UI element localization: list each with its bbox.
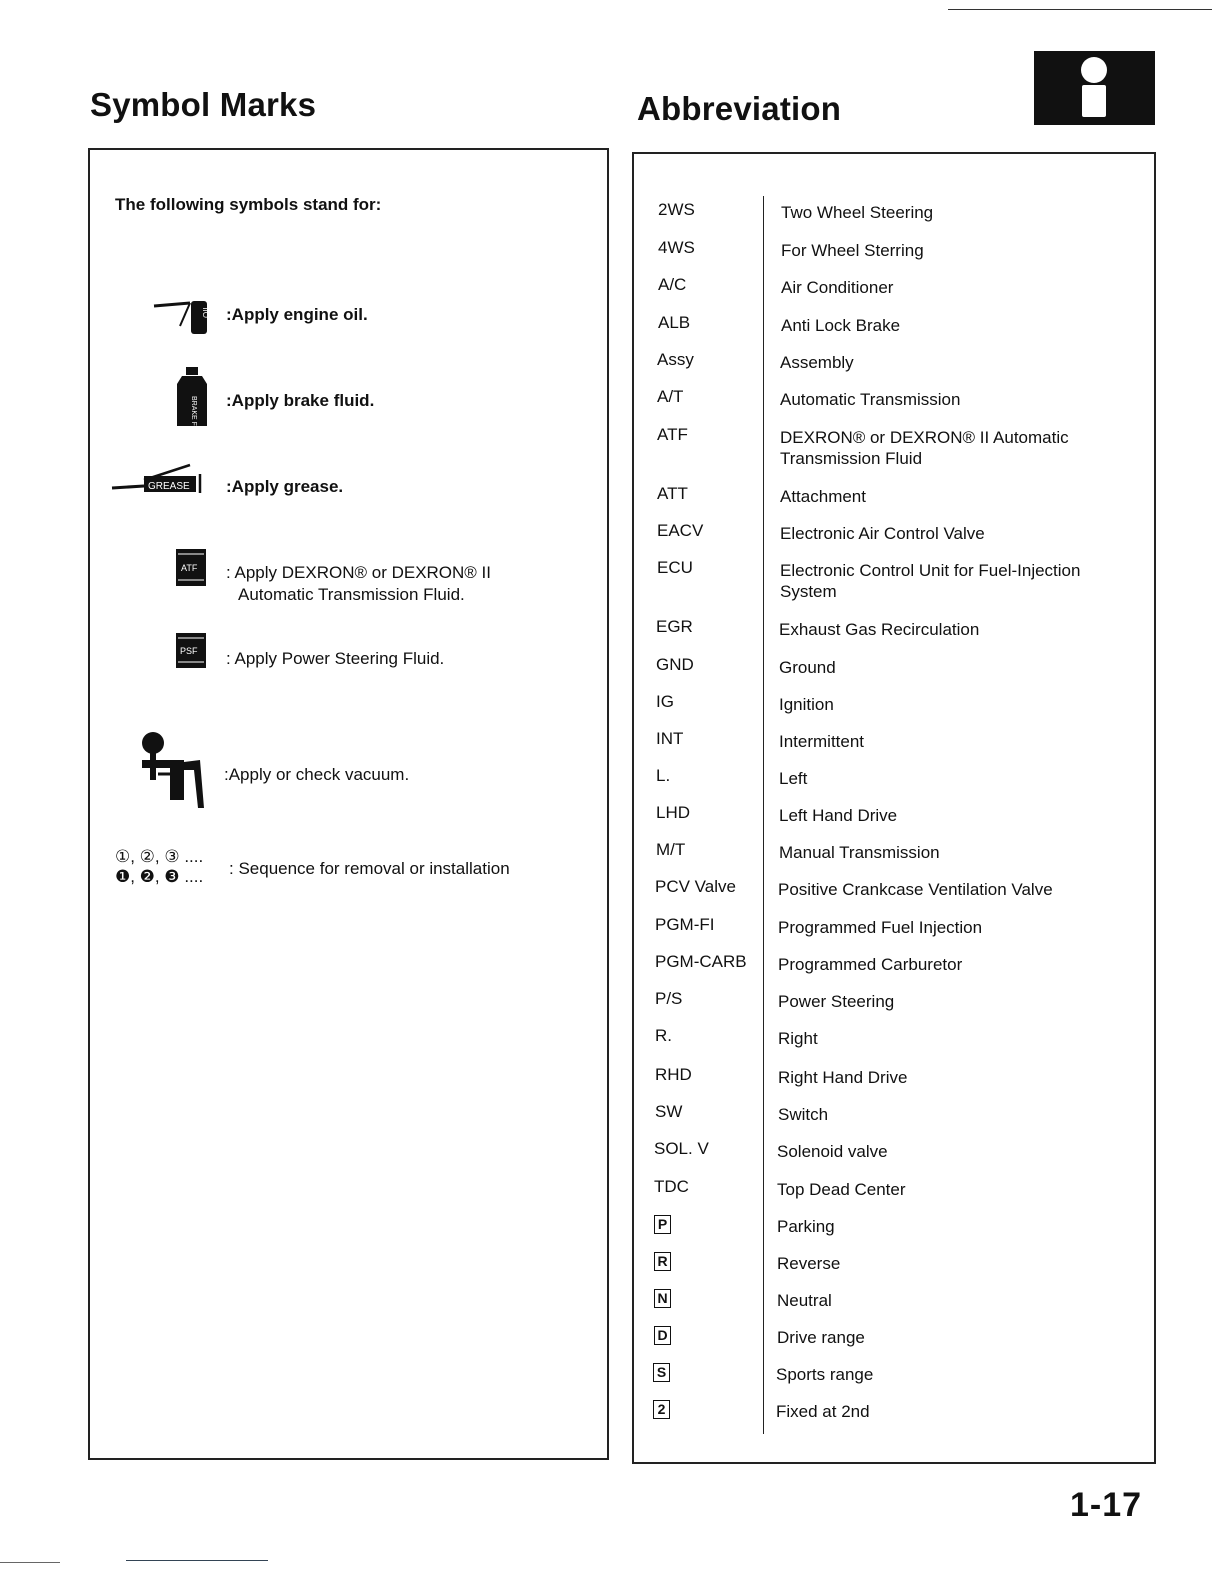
abbreviation-definition-text: Programmed Fuel Injection <box>778 918 983 937</box>
abbreviation-code-text: SW <box>655 1102 683 1121</box>
abbreviation-definition-text-line2: System <box>780 582 837 601</box>
abbreviation-definition <box>779 768 807 789</box>
bottom-rule <box>126 1560 268 1561</box>
abbreviation-definition-text: Top Dead Center <box>777 1180 906 1199</box>
abbreviation-definition <box>778 1104 828 1125</box>
boxed-shift-position-symbol: S <box>653 1363 670 1382</box>
abbreviation-definition <box>781 202 933 223</box>
abbreviation-definition <box>779 731 864 752</box>
abbreviation-definition <box>780 389 960 410</box>
symbol-vacuum-text: :Apply or check vacuum. <box>224 765 410 784</box>
symbol-grease-text: :Apply grease. <box>226 477 344 496</box>
abbreviation-code <box>655 1065 692 1085</box>
svg-text:OIL: OIL <box>202 305 211 318</box>
abbreviation-definition-text: Left Hand Drive <box>779 806 898 825</box>
abbreviation-code <box>656 617 693 637</box>
abbreviation-definition <box>776 1401 870 1422</box>
abbreviation-code <box>655 877 736 897</box>
page-number: 1-17 <box>1070 1486 1143 1524</box>
abbreviation-definition-text: Automatic Transmission <box>780 390 961 409</box>
abbreviation-code <box>654 1214 671 1234</box>
abbreviation-definition-text: Manual Transmission <box>779 843 940 862</box>
abbreviation-code <box>655 989 682 1009</box>
abbreviation-code <box>657 350 694 370</box>
brake-fluid-bottle-icon <box>174 366 210 442</box>
top-rule <box>948 9 1212 10</box>
abbreviation-definition-text: Intermittent <box>779 732 865 751</box>
abbreviation-definition <box>777 1290 832 1311</box>
abbreviation-code <box>656 729 683 749</box>
abbreviation-definition <box>781 315 900 336</box>
abbreviation-definition <box>780 523 985 544</box>
abbreviation-code <box>655 915 715 935</box>
abbreviation-code-text: R. <box>655 1026 672 1045</box>
abbreviation-definition-text: Exhaust Gas Recirculation <box>779 620 980 639</box>
abbreviation-code <box>658 313 690 333</box>
abbreviation-code-text: PCV Valve <box>655 877 736 896</box>
abbreviation-code <box>654 1251 671 1271</box>
svg-text:ATF: ATF <box>181 563 198 573</box>
svg-text:PSF: PSF <box>180 646 198 656</box>
abbreviation-code-text: IG <box>656 692 674 711</box>
boxed-shift-position-symbol: D <box>654 1326 671 1345</box>
abbreviation-code-text: ATF <box>657 425 688 444</box>
abbreviation-code-text: TDC <box>654 1177 689 1196</box>
abbreviation-divider <box>763 196 764 1434</box>
abbreviation-definition-text: Right <box>778 1029 818 1048</box>
abbreviation-definition <box>778 991 894 1012</box>
abbreviation-definition <box>780 427 1069 469</box>
abbreviation-definition-text: Anti Lock Brake <box>781 316 901 335</box>
abbreviation-code <box>658 238 695 258</box>
abbreviation-code <box>655 952 747 972</box>
abbreviation-definition <box>779 805 897 826</box>
abbreviation-code <box>658 200 695 220</box>
abbreviation-definition <box>777 1179 906 1200</box>
abbreviation-code-text: LHD <box>656 803 691 822</box>
svg-text:BRAKE FLUID: BRAKE FLUID <box>190 396 197 442</box>
abbreviation-definition <box>780 486 866 507</box>
abbreviation-code-text: EGR <box>656 617 693 636</box>
abbreviation-code-text: P/S <box>655 989 683 1008</box>
abbreviation-definition-text: Ignition <box>779 695 834 714</box>
abbreviation-definition <box>778 879 1053 900</box>
abbreviation-code <box>656 766 670 786</box>
symbol-marks-heading: Symbol Marks <box>90 86 317 123</box>
abbreviation-definition-text: Power Steering <box>778 992 895 1011</box>
abbreviation-definition-text: Electronic Air Control Valve <box>780 524 985 543</box>
abbreviation-definition <box>778 1028 818 1049</box>
abbreviation-code-text: PGM-FI <box>655 915 715 934</box>
abbreviation-definition-text: Parking <box>777 1217 835 1236</box>
symbol-atf-text: : Apply DEXRON® or DEXRON® II <box>226 563 492 582</box>
abbreviation-code <box>657 521 703 541</box>
abbreviation-code-text: A/C <box>658 275 687 294</box>
abbreviation-definition <box>779 842 940 863</box>
symbol-psf-text: : Apply Power Steering Fluid. <box>226 649 445 668</box>
abbreviation-code <box>654 1177 689 1197</box>
boxed-shift-position-symbol: 2 <box>653 1400 670 1419</box>
abbreviation-code-text: 2WS <box>658 200 695 219</box>
abbreviation-code-text: SOL. V <box>654 1139 709 1158</box>
abbreviation-code <box>657 484 688 504</box>
abbreviation-definition-text: Sports range <box>776 1365 874 1384</box>
abbreviation-definition-text: Fixed at 2nd <box>776 1402 870 1421</box>
abbreviation-code-text: M/T <box>656 840 686 859</box>
abbreviation-code <box>655 1026 672 1046</box>
atf-container-icon <box>175 548 207 588</box>
abbreviation-code <box>657 425 688 445</box>
abbreviation-definition <box>779 619 979 640</box>
abbreviation-code <box>657 387 683 407</box>
abbreviation-code <box>654 1288 671 1308</box>
abbreviation-definition-text: For Wheel Sterring <box>781 241 924 260</box>
abbreviation-definition <box>778 954 962 975</box>
symbol-brake-fluid-text: :Apply brake fluid. <box>226 391 375 410</box>
vacuum-pump-icon <box>140 730 210 812</box>
abbreviation-definition <box>781 240 924 261</box>
abbreviation-definition <box>780 352 854 373</box>
abbreviation-code <box>653 1362 670 1382</box>
abbreviation-definition-text: Attachment <box>780 487 866 506</box>
boxed-shift-position-symbol: P <box>654 1215 671 1234</box>
symbols-intro: The following symbols stand for: <box>115 195 382 214</box>
sequence-text: : Sequence for removal or installation <box>229 859 510 878</box>
svg-text:GREASE: GREASE <box>148 481 190 492</box>
abbreviation-code <box>658 275 686 295</box>
abbreviation-code-text: GND <box>656 655 694 674</box>
abbreviation-code <box>656 840 685 860</box>
abbreviation-definition-text: Assembly <box>780 353 854 372</box>
abbreviation-definition-text: Ground <box>779 658 836 677</box>
abbreviation-code-text: Assy <box>657 350 694 369</box>
abbreviation-definition-text: Drive range <box>777 1328 865 1347</box>
abbreviation-definition <box>778 917 982 938</box>
abbreviation-code <box>657 558 693 578</box>
abbreviation-code <box>656 655 694 675</box>
abbreviation-definition-text: Programmed Carburetor <box>778 955 963 974</box>
abbreviation-definition <box>781 277 893 298</box>
abbreviation-definition <box>777 1253 840 1274</box>
boxed-shift-position-symbol: N <box>654 1289 671 1308</box>
abbreviation-definition <box>779 657 836 678</box>
sequence-open-numbers: ①, ②, ③ .... <box>115 847 204 866</box>
abbreviation-definition <box>778 1067 907 1088</box>
abbreviation-code-text: 4WS <box>658 238 695 257</box>
bottom-rule-left <box>0 1562 60 1563</box>
abbreviation-code <box>655 1102 682 1122</box>
abbreviation-definition <box>779 694 834 715</box>
abbreviation-definition-text: Positive Crankcase Ventilation Valve <box>778 880 1053 899</box>
abbreviation-code <box>653 1399 670 1419</box>
symbol-engine-oil-text: :Apply engine oil. <box>226 305 368 324</box>
info-icon <box>1034 51 1155 125</box>
abbreviation-heading: Abbreviation <box>637 90 842 127</box>
abbreviation-code-text: EACV <box>657 521 704 540</box>
grease-gun-icon <box>110 460 206 496</box>
abbreviation-code-text: RHD <box>655 1065 692 1084</box>
abbreviation-definition-text: Two Wheel Steering <box>781 203 934 222</box>
abbreviation-definition <box>777 1141 888 1162</box>
abbreviation-code <box>654 1325 671 1345</box>
abbreviation-definition-text: DEXRON® or DEXRON® II Automatic <box>780 428 1069 447</box>
abbreviation-definition-text: Switch <box>778 1105 829 1124</box>
abbreviation-definition-text: Left <box>779 769 808 788</box>
boxed-shift-position-symbol: R <box>654 1252 671 1271</box>
abbreviation-code <box>654 1139 709 1159</box>
sequence-filled-numbers: ❶, ❷, ❸ .... <box>115 867 204 886</box>
abbreviation-definition-text: Electronic Control Unit for Fuel-Injection <box>780 561 1081 580</box>
abbreviation-code-text: A/T <box>657 387 684 406</box>
abbreviation-definition <box>780 560 1080 602</box>
abbreviation-code <box>656 803 690 823</box>
abbreviation-definition-text-line2: Transmission Fluid <box>780 449 923 468</box>
symbol-atf-text-line2: Automatic Transmission Fluid. <box>238 585 465 604</box>
abbreviation-code-text: PGM-CARB <box>655 952 747 971</box>
abbreviation-code-text: L. <box>656 766 671 785</box>
abbreviation-code-text: ECU <box>657 558 693 577</box>
abbreviation-code <box>656 692 674 712</box>
abbreviation-definition-text: Air Conditioner <box>781 278 894 297</box>
abbreviation-code-text: INT <box>656 729 684 748</box>
abbreviation-definition-text: Neutral <box>777 1291 832 1310</box>
abbreviation-definition <box>777 1327 865 1348</box>
oil-can-icon <box>150 296 210 336</box>
abbreviation-definition-text: Solenoid valve <box>777 1142 888 1161</box>
abbreviation-definition <box>777 1216 835 1237</box>
abbreviation-definition-text: Right Hand Drive <box>778 1068 908 1087</box>
abbreviation-code-text: ALB <box>658 313 691 332</box>
psf-container-icon <box>175 632 207 670</box>
abbreviation-definition-text: Reverse <box>777 1254 841 1273</box>
abbreviation-definition <box>776 1364 873 1385</box>
abbreviation-code-text: ATT <box>657 484 688 503</box>
